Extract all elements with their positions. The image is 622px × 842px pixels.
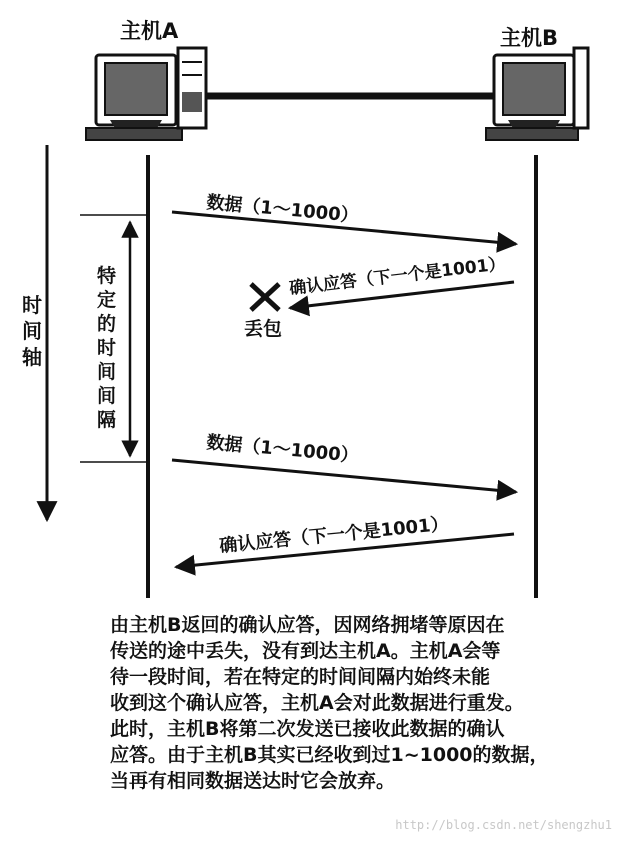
packet-loss-x-icon — [251, 284, 279, 310]
watermark-url: http://blog.csdn.net/shengzhu1 — [395, 818, 612, 832]
host-b-computer-icon — [486, 48, 588, 140]
host-b-label: 主机B — [500, 26, 559, 50]
data-label-1: 数据（1～1000） — [205, 192, 360, 228]
caption-line: 由主机B返回的确认应答，因网络拥堵等原因在 — [110, 614, 505, 636]
ack-label-2: 确认应答（下一个是1001） — [218, 513, 450, 557]
ack-label-lost: 确认应答（下一个是1001） — [288, 254, 507, 299]
explanation-caption — [110, 612, 580, 794]
time-axis-label: 时间轴 — [22, 293, 42, 369]
caption-line: 此时，主机B将第二次发送已接收此数据的确认 — [110, 718, 505, 740]
caption-line: 应答。由于主机B其实已经收到过1~1000的数据， — [110, 744, 549, 766]
packet-loss-label: 丢包 — [244, 318, 283, 340]
host-a-computer-icon — [86, 48, 206, 140]
host-a-label: 主机A — [120, 19, 179, 43]
interval-label: 特定的时间间隔 — [97, 265, 117, 431]
caption-line: 待一段时间，若在特定的时间间隔内始终未能 — [110, 666, 491, 688]
caption-line: 传送的途中丢失，没有到达主机A。主机A会等 — [110, 640, 501, 662]
data-label-2: 数据（1～1000） — [205, 432, 360, 468]
caption-line: 当再有相同数据送达时它会放弃。 — [110, 770, 396, 792]
caption-line: 收到这个确认应答，主机A会对此数据进行重发。 — [110, 692, 524, 714]
